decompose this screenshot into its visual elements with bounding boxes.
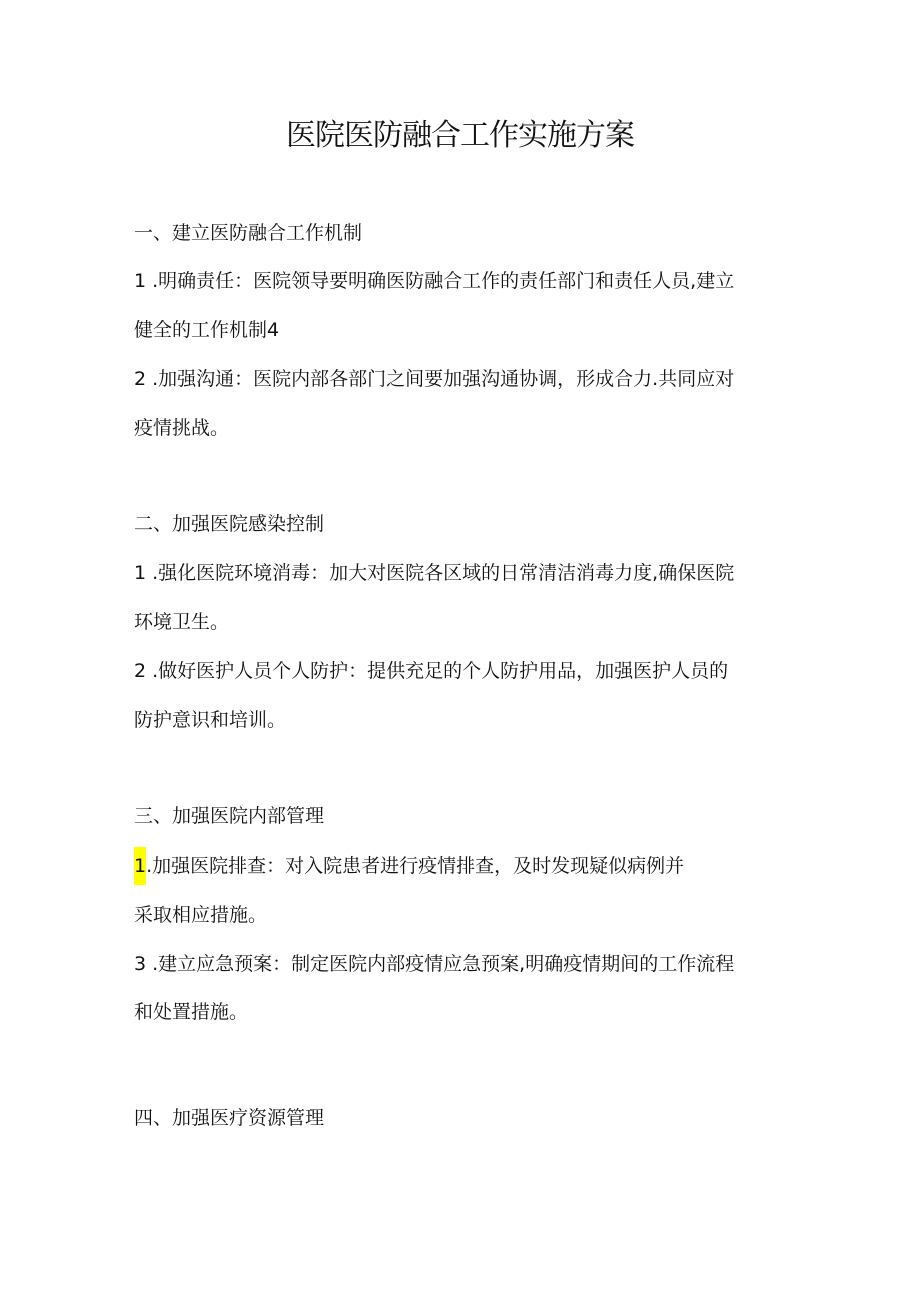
section-heading: 四、加强医疗资源管理 [134,1107,325,1129]
paragraph-line: 疫情挑战。 [134,417,230,439]
paragraph-line: 环境卫生。 [134,611,230,633]
paragraph-line: 2 .做好医护人员个人防护：提供充足的个人防护用品，加强医护人员的 [134,660,729,682]
section-heading: 二、加强医院感染控制 [134,513,325,535]
section-heading: 一、建立医防融合工作机制 [134,222,363,244]
paragraph-line: 1 .明确责任：医院领导要明确医防融合工作的责任部门和责任人员,建立 [134,270,735,292]
highlighted-marker: 1 [134,847,146,885]
paragraph-line: 健全的工作机制4 [134,319,280,341]
paragraph-line: 2 .加强沟通：医院内部各部门之间要加强沟通协调，形成合力.共同应对 [134,368,735,390]
paragraph-line [134,853,794,879]
paragraph-line: 采取相应措施。 [134,904,268,926]
section-heading: 三、加强医院内部管理 [134,805,325,827]
paragraph-line: 3 .建立应急预案：制定医院内部疫情应急预案,明确疫情期间的工作流程 [134,953,735,975]
paragraph-text: .加强医院排查：对入院患者进行疫情排查，及时发现疑似病例并 [146,855,685,877]
paragraph-line: 和处置措施。 [134,1001,249,1023]
document-title: 医院医防融合工作实施方案 [286,118,634,153]
paragraph-line: 1 .强化医院环境消毒：加大对医院各区域的日常清洁消毒力度,确保医院 [134,562,735,584]
paragraph-line: 防护意识和培训。 [134,709,287,731]
